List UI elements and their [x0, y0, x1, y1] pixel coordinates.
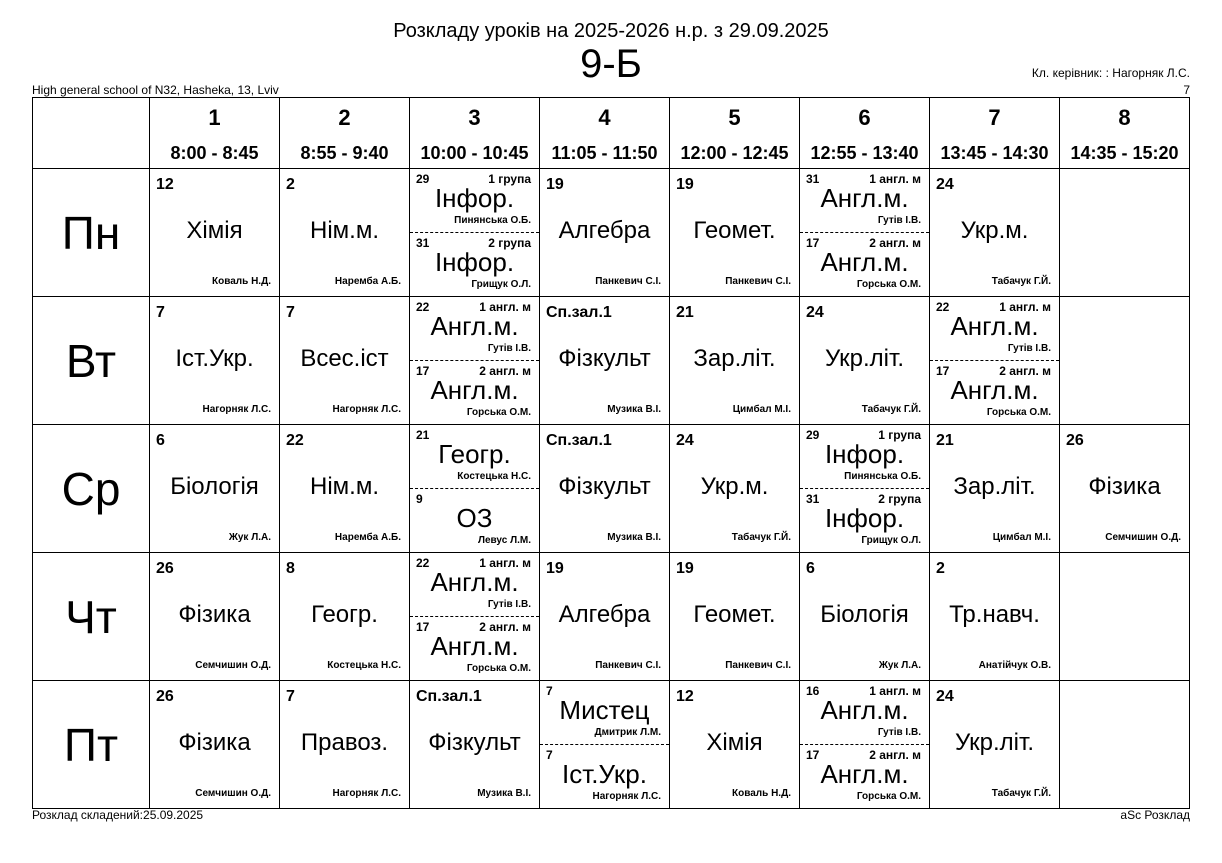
group-lesson [410, 489, 539, 552]
room-number: Сп.зал.1 [416, 688, 482, 705]
group-lesson [410, 297, 539, 361]
teacher-name: Наремба А.Б. [334, 276, 401, 287]
teacher-name: Жук Л.А. [878, 660, 921, 671]
teacher-name: Гутів І.В. [877, 215, 921, 226]
group-lesson [800, 681, 929, 745]
room-number: 24 [676, 432, 694, 449]
subject-name: Укр.літ. [954, 729, 1035, 756]
subject-name: Біологія [170, 473, 259, 500]
teacher-name: Нагорняк Л.С. [332, 404, 401, 415]
day-row [33, 425, 1190, 553]
lesson-cell [1060, 169, 1190, 297]
subject-name: Англ.м. [430, 311, 519, 341]
group-label: 2 англ. м [869, 236, 921, 250]
group-lesson [800, 169, 929, 233]
teacher-name: Анатійчук О.В. [978, 660, 1051, 671]
room-number: 24 [806, 304, 824, 321]
group-label: 1 англ. м [999, 300, 1051, 314]
group-label: 2 англ. м [999, 364, 1051, 378]
lesson-box [670, 169, 799, 296]
period-time: 11:05 - 11:50 [551, 143, 658, 163]
lesson-box [540, 681, 669, 808]
room-number: 21 [676, 304, 694, 321]
subject-name: Зар.літ. [693, 345, 776, 372]
lesson-cell [280, 553, 410, 681]
lesson-cell [930, 169, 1060, 297]
subject-name: Алгебра [558, 217, 651, 244]
room-number: 22 [416, 556, 430, 570]
lesson-box [280, 169, 409, 296]
room-number: 22 [286, 432, 304, 449]
teacher-name: Левус Л.М. [477, 535, 531, 546]
lesson-box [150, 169, 279, 296]
period-time: 12:55 - 13:40 [810, 143, 919, 163]
lesson-cell [540, 169, 670, 297]
group-label: 2 англ. м [869, 748, 921, 762]
subject-name: Англ.м. [820, 247, 909, 277]
subject-name: Англ.м. [950, 375, 1039, 405]
subject-name: Фізкульт [558, 345, 651, 372]
period-number: 7 [988, 105, 1001, 130]
period-number: 1 [208, 105, 221, 130]
period-number: 4 [598, 105, 611, 130]
lesson-box [930, 169, 1059, 296]
subject-name: Фізика [178, 729, 251, 756]
room-number: 29 [806, 428, 820, 442]
room-number: 17 [806, 748, 820, 762]
room-number: 7 [546, 748, 553, 762]
subject-name: Іст.Укр. [562, 759, 647, 789]
lesson-cell [540, 681, 670, 809]
subject-name: Укр.літ. [824, 345, 905, 372]
room-number: 31 [806, 172, 820, 186]
teacher-name: Горська О.М. [466, 663, 531, 674]
lesson-cell [800, 297, 930, 425]
lesson-box [930, 297, 1059, 424]
group-lesson [800, 233, 929, 296]
teacher-name: Горська О.М. [856, 791, 921, 802]
teacher-name: Гутів І.В. [1007, 343, 1051, 354]
room-number: 12 [676, 688, 694, 705]
subject-name: Укр.м. [700, 473, 769, 500]
period-header [930, 98, 1060, 169]
lesson-box [410, 169, 539, 296]
day-label: Пт [33, 681, 150, 809]
generated-date: Розклад складений:25.09.2025 [32, 808, 204, 822]
subject-name: Зар.літ. [953, 473, 1036, 500]
group-lesson [410, 617, 539, 680]
lesson-box [800, 681, 929, 808]
period-header [410, 98, 540, 169]
room-number: 7 [286, 688, 295, 705]
period-header [150, 98, 280, 169]
lesson-box [800, 553, 929, 680]
teacher-name: Табачук Г.Й. [861, 404, 921, 415]
room-number: 8 [286, 560, 295, 577]
lesson-cell [930, 425, 1060, 553]
period-number: 2 [338, 105, 351, 130]
room-number: 7 [286, 304, 295, 321]
subject-name: Геомет. [693, 217, 776, 244]
subject-name: Алгебра [558, 601, 651, 628]
timetable-body [33, 169, 1190, 809]
subject-name: Геогр. [311, 601, 378, 628]
subject-name: Біологія [820, 601, 909, 628]
period-time: 8:55 - 9:40 [300, 143, 389, 163]
group-lesson [930, 361, 1059, 424]
subject-name: Мистец [559, 695, 650, 725]
subject-name: Англ.м. [430, 567, 519, 597]
room-number: 2 [936, 560, 945, 577]
lesson-cell [150, 681, 280, 809]
subject-name: Англ.м. [820, 183, 909, 213]
subject-name: Інфор. [434, 183, 515, 213]
period-header [800, 98, 930, 169]
subject-name: ОЗ [456, 503, 493, 533]
lesson-box [930, 425, 1059, 552]
lesson-cell [800, 425, 930, 553]
lesson-cell [670, 681, 800, 809]
lesson-cell [670, 297, 800, 425]
room-number: 22 [416, 300, 430, 314]
room-number: 26 [1066, 432, 1084, 449]
subject-name: Хімія [706, 729, 763, 756]
teacher-name: Гутів І.В. [487, 343, 531, 354]
room-number: 21 [936, 432, 954, 449]
room-number: 21 [416, 428, 430, 442]
period-time: 10:00 - 10:45 [420, 143, 529, 163]
group-lesson [410, 169, 539, 233]
lesson-cell [280, 425, 410, 553]
room-number: 17 [806, 236, 820, 250]
teacher-name: Грищук О.Л. [861, 535, 921, 546]
subject-name: Інфор. [434, 247, 515, 277]
subject-name: Геомет. [693, 601, 776, 628]
timetable-grid [32, 97, 1190, 809]
lesson-box [1060, 425, 1189, 552]
lesson-box [930, 553, 1059, 680]
room-number: 7 [156, 304, 165, 321]
day-row [33, 169, 1190, 297]
group-label: 1 англ. м [869, 172, 921, 186]
lesson-box [280, 553, 409, 680]
period-time: 8:00 - 8:45 [170, 143, 259, 163]
teacher-name: Костецька Н.С. [327, 660, 401, 671]
subject-name: Інфор. [824, 439, 905, 469]
group-lesson [410, 361, 539, 424]
day-label: Пн [33, 169, 150, 297]
lesson-box [930, 681, 1059, 808]
teacher-name: Пинянська О.Б. [454, 215, 531, 226]
teacher-name: Панкевич С.І. [725, 660, 791, 671]
group-lesson [540, 681, 669, 745]
group-label: 1 англ. м [479, 556, 531, 570]
lesson-box [410, 425, 539, 552]
room-number: 19 [546, 176, 564, 193]
lesson-box [540, 553, 669, 680]
teacher-name: Панкевич С.І. [595, 276, 661, 287]
lesson-box [670, 425, 799, 552]
teacher-name: Семчишин О.Д. [1105, 532, 1181, 543]
lesson-cell [670, 553, 800, 681]
lesson-box [670, 297, 799, 424]
period-number: 3 [468, 105, 481, 130]
subject-name: Нім.м. [310, 217, 379, 244]
lesson-cell [930, 681, 1060, 809]
subject-name: Геогр. [438, 439, 511, 469]
day-label: Вт [33, 297, 150, 425]
subject-name: Хімія [186, 217, 243, 244]
teacher-name: Табачук Г.Й. [991, 276, 1051, 287]
room-number: 22 [936, 300, 950, 314]
period-time: 14:35 - 15:20 [1070, 143, 1179, 163]
lesson-cell [410, 425, 540, 553]
teacher-name: Горська О.М. [986, 407, 1051, 418]
lesson-cell [540, 425, 670, 553]
room-number: 19 [676, 560, 694, 577]
room-number: 19 [546, 560, 564, 577]
period-header [280, 98, 410, 169]
group-lesson [410, 553, 539, 617]
period-time: 12:00 - 12:45 [680, 143, 789, 163]
empty-lesson-box [1060, 553, 1189, 680]
teacher-name: Нагорняк Л.С. [332, 788, 401, 799]
subject-name: Іст.Укр. [175, 345, 254, 372]
period-header [670, 98, 800, 169]
lesson-cell [150, 553, 280, 681]
group-label: 1 англ. м [869, 684, 921, 698]
lesson-cell [280, 169, 410, 297]
lesson-cell [410, 681, 540, 809]
teacher-name: Гутів І.В. [487, 599, 531, 610]
empty-lesson-box [1060, 169, 1189, 296]
lesson-box [150, 425, 279, 552]
lesson-box [150, 553, 279, 680]
period-time: 13:45 - 14:30 [940, 143, 1049, 163]
corner-cell [33, 98, 150, 169]
lesson-cell [1060, 681, 1190, 809]
lesson-box [540, 425, 669, 552]
lesson-box [800, 297, 929, 424]
lesson-cell [540, 297, 670, 425]
period-number: 8 [1118, 105, 1131, 130]
day-label: Чт [33, 553, 150, 681]
group-lesson [410, 233, 539, 296]
teacher-name: Дмитрик Л.М. [594, 727, 661, 738]
teacher-name: Жук Л.А. [228, 532, 271, 543]
timetable-title: Розкладу уроків на 2025-2026 н.р. з 29.09.2025 [393, 20, 829, 42]
subject-name: Англ.м. [950, 311, 1039, 341]
lesson-box [280, 425, 409, 552]
teacher-name: Панкевич С.І. [725, 276, 791, 287]
lesson-cell [150, 169, 280, 297]
subject-name: Інфор. [824, 503, 905, 533]
teacher-name: Нагорняк Л.С. [202, 404, 271, 415]
day-row [33, 681, 1190, 809]
teacher-name: Костецька Н.С. [457, 471, 531, 482]
subject-name: Всес.іст [300, 345, 389, 372]
group-label: 2 група [878, 492, 921, 506]
room-number: 7 [546, 684, 553, 698]
period-number: 5 [728, 105, 741, 130]
lesson-box [150, 297, 279, 424]
lesson-box [280, 297, 409, 424]
subject-name: Англ.м. [820, 695, 909, 725]
day-row [33, 297, 1190, 425]
empty-lesson-box [1060, 297, 1189, 424]
group-label: 1 англ. м [479, 300, 531, 314]
lesson-cell [800, 681, 930, 809]
subject-name: Фізика [1088, 473, 1161, 500]
app-name: aSc Розклад [1120, 808, 1190, 822]
teacher-name: Горська О.М. [466, 407, 531, 418]
lesson-box [670, 681, 799, 808]
teacher-name: Наремба А.Б. [334, 532, 401, 543]
group-lesson [930, 297, 1059, 361]
room-number: 29 [416, 172, 430, 186]
room-number: 24 [936, 688, 954, 705]
lesson-cell [800, 553, 930, 681]
teacher-name: Нагорняк Л.С. [592, 791, 661, 802]
group-lesson [800, 745, 929, 808]
lesson-box [150, 681, 279, 808]
room-number: Сп.зал.1 [546, 304, 612, 321]
room-number: 2 [286, 176, 295, 193]
lesson-box [410, 297, 539, 424]
teacher-name: Панкевич С.І. [595, 660, 661, 671]
lesson-cell [410, 297, 540, 425]
room-number: 9 [416, 492, 423, 506]
teacher-name: Коваль Н.Д. [732, 788, 791, 799]
teacher-name: Музика В.І. [607, 532, 661, 543]
lesson-box [540, 297, 669, 424]
teacher-name: Музика В.І. [477, 788, 531, 799]
lesson-cell [150, 297, 280, 425]
room-number: Сп.зал.1 [546, 432, 612, 449]
room-number: 31 [806, 492, 820, 506]
room-number: 17 [936, 364, 950, 378]
lesson-box [280, 681, 409, 808]
lesson-cell [280, 297, 410, 425]
lesson-cell [280, 681, 410, 809]
room-number: 17 [416, 364, 430, 378]
lesson-cell [670, 425, 800, 553]
class-name: 9-Б [580, 42, 642, 86]
room-number: 26 [156, 688, 174, 705]
lesson-cell [1060, 297, 1190, 425]
lesson-box [670, 553, 799, 680]
teacher-name: Цимбал М.І. [732, 404, 791, 415]
lesson-box [410, 681, 539, 808]
day-label: Ср [33, 425, 150, 553]
teacher-name: Грищук О.Л. [471, 279, 531, 290]
group-lesson [410, 425, 539, 489]
teacher-name: Семчишин О.Д. [195, 660, 271, 671]
subject-name: Фізкульт [428, 729, 521, 756]
subject-name: Тр.навч. [949, 601, 1040, 628]
empty-lesson-box [1060, 681, 1189, 808]
class-teacher: Кл. керівник: : Нагорняк Л.С. [1031, 66, 1190, 80]
lesson-box [800, 425, 929, 552]
subject-name: Фізкульт [558, 473, 651, 500]
room-number: 12 [156, 176, 174, 193]
lesson-cell [410, 553, 540, 681]
teacher-name: Цимбал М.І. [992, 532, 1051, 543]
teacher-name: Коваль Н.Д. [212, 276, 271, 287]
period-header [540, 98, 670, 169]
lesson-box [410, 553, 539, 680]
room-number: 26 [156, 560, 174, 577]
teacher-name: Пинянська О.Б. [844, 471, 921, 482]
group-label: 2 англ. м [479, 364, 531, 378]
lesson-cell [150, 425, 280, 553]
subject-name: Англ.м. [820, 759, 909, 789]
group-lesson [800, 425, 929, 489]
lesson-box [540, 169, 669, 296]
group-lesson [800, 489, 929, 552]
lesson-cell [410, 169, 540, 297]
period-header [1060, 98, 1190, 169]
group-label: 1 група [878, 428, 921, 442]
teacher-name: Семчишин О.Д. [195, 788, 271, 799]
room-number: 16 [806, 684, 820, 698]
period-number: 6 [858, 105, 871, 130]
lesson-cell [930, 553, 1060, 681]
lesson-cell [930, 297, 1060, 425]
teacher-name: Горська О.М. [856, 279, 921, 290]
subject-name: Правоз. [300, 729, 389, 756]
subject-name: Англ.м. [430, 375, 519, 405]
group-lesson [540, 745, 669, 808]
page-number: 7 [1183, 83, 1190, 97]
teacher-name: Табачук Г.Й. [731, 532, 791, 543]
lesson-cell [1060, 553, 1190, 681]
subject-name: Фізика [178, 601, 251, 628]
lesson-box [800, 169, 929, 296]
day-row [33, 553, 1190, 681]
room-number: 31 [416, 236, 430, 250]
group-label: 2 англ. м [479, 620, 531, 634]
room-number: 24 [936, 176, 954, 193]
group-label: 1 група [488, 172, 531, 186]
room-number: 19 [676, 176, 694, 193]
room-number: 6 [806, 560, 815, 577]
lesson-cell [1060, 425, 1190, 553]
subject-name: Англ.м. [430, 631, 519, 661]
lesson-cell [540, 553, 670, 681]
school-name: High general school of N32, Hasheka, 13, Lviv [32, 83, 279, 97]
lesson-cell [800, 169, 930, 297]
room-number: 17 [416, 620, 430, 634]
group-label: 2 група [488, 236, 531, 250]
subject-name: Нім.м. [310, 473, 379, 500]
teacher-name: Гутів І.В. [877, 727, 921, 738]
teacher-name: Музика В.І. [607, 404, 661, 415]
period-header-row [33, 98, 1190, 169]
room-number: 6 [156, 432, 165, 449]
lesson-cell [670, 169, 800, 297]
teacher-name: Табачук Г.Й. [991, 788, 1051, 799]
subject-name: Укр.м. [960, 217, 1029, 244]
